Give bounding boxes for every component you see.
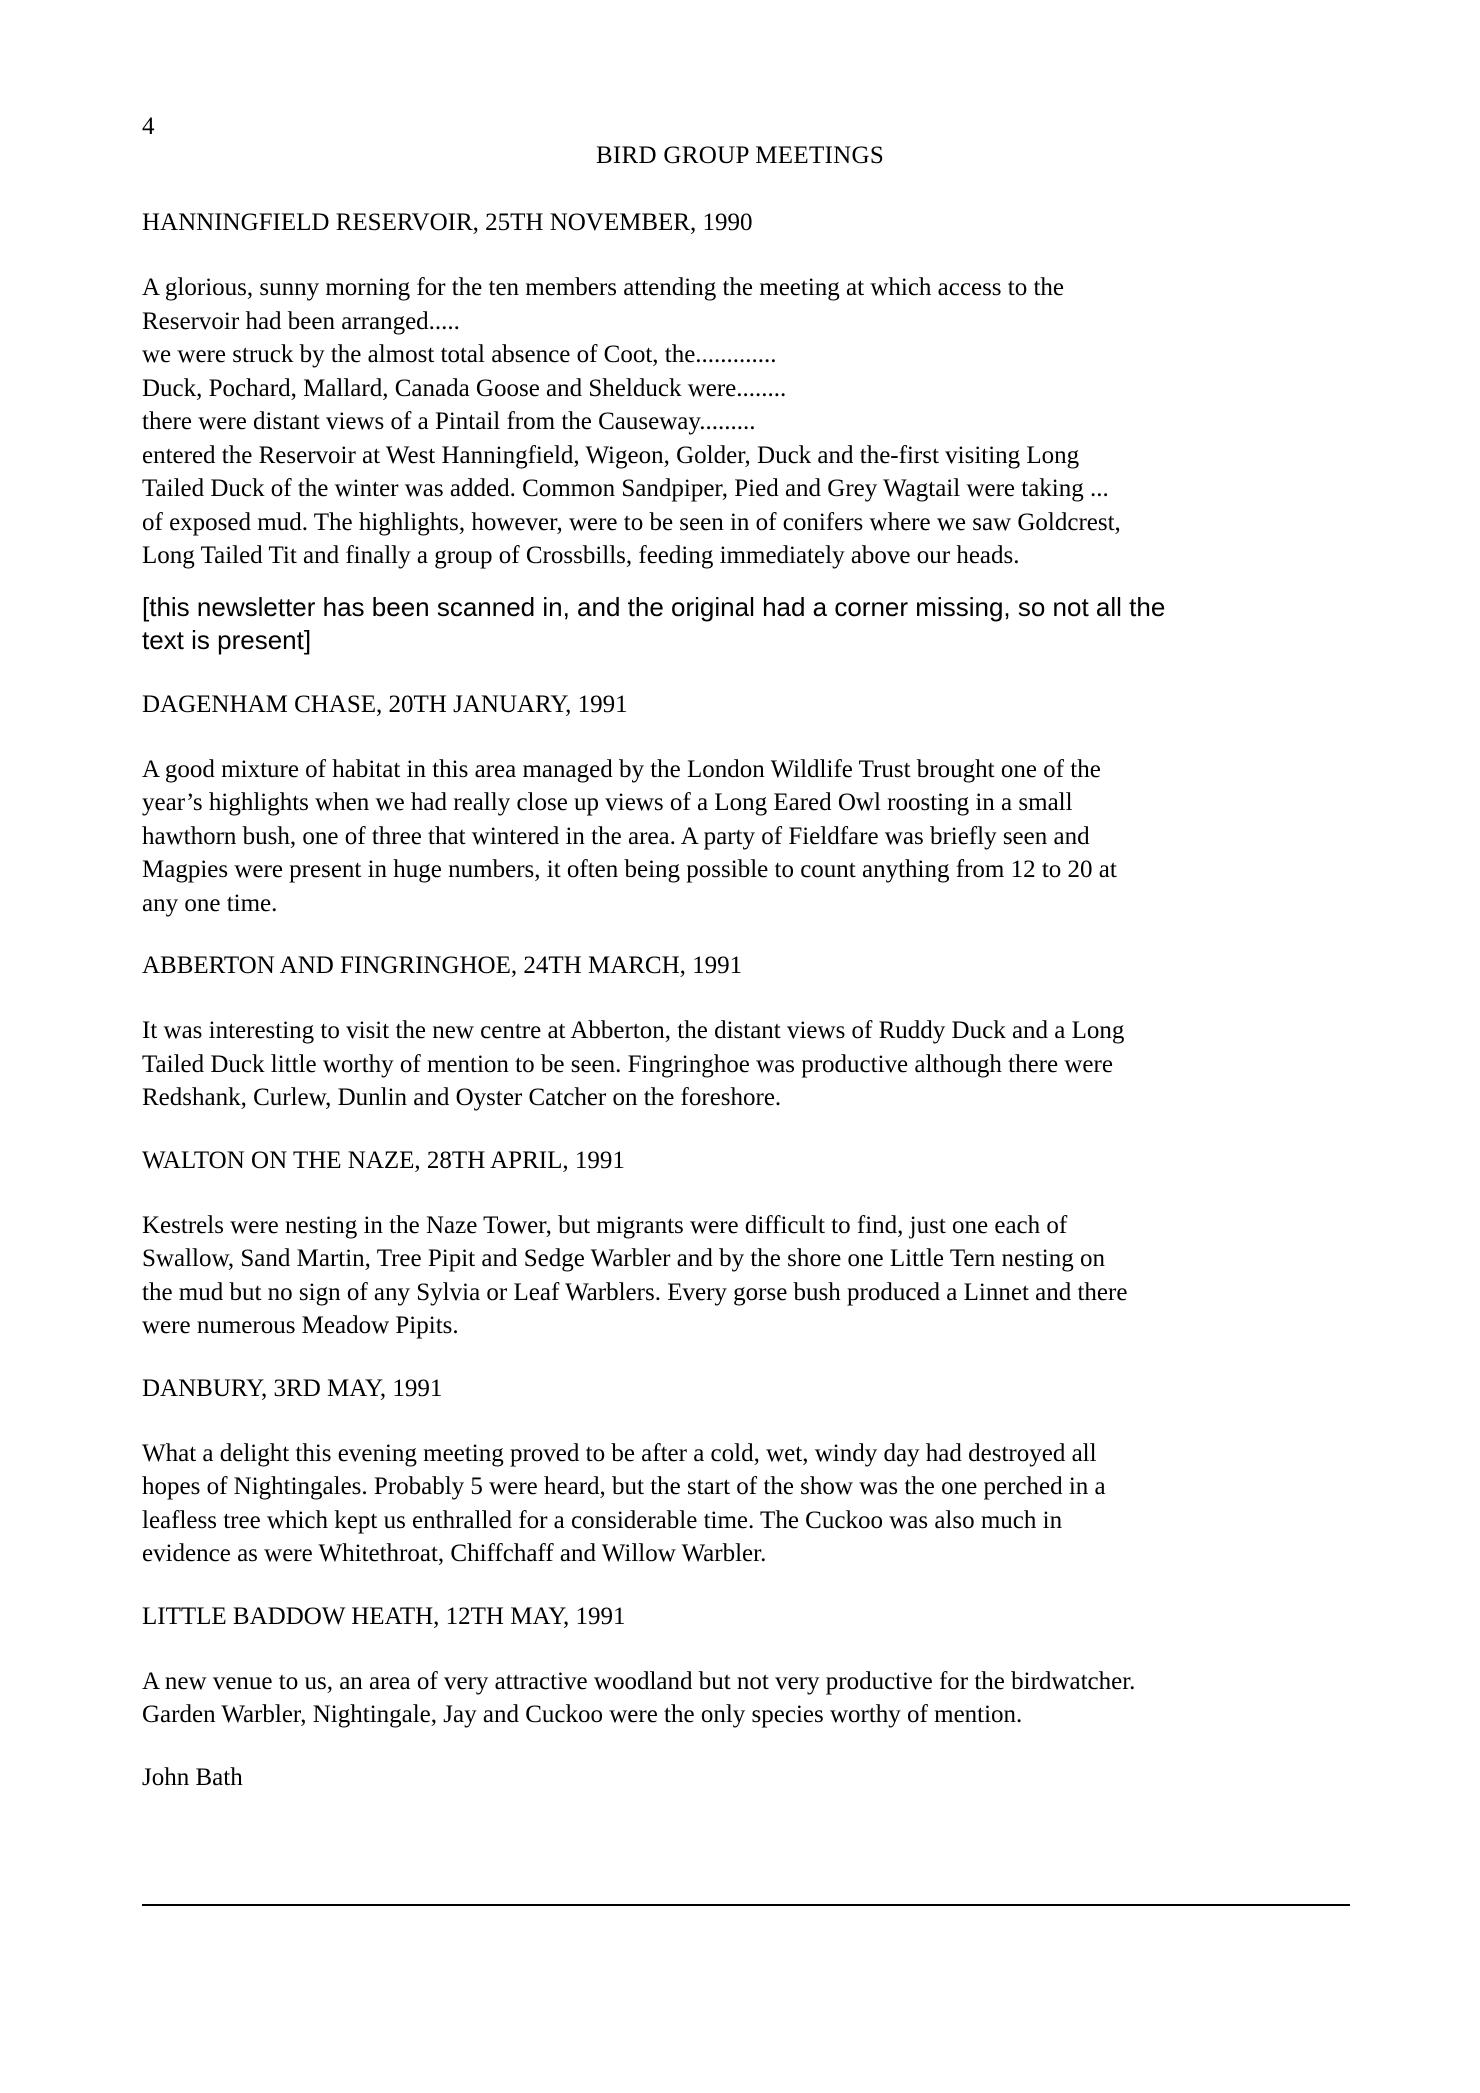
report-line: It was interesting to visit the new centre at Abberton, the distant views of Ruddy Duck and a Long [142, 1017, 1125, 1044]
report-line: Kestrels were nesting in the Naze Tower, but migrants were difficult to find, just one each of [142, 1211, 1068, 1239]
report-line: Tailed Duck of the winter was added. Common Sandpiper, Pied and Grey Wagtail were taking ... [142, 475, 1109, 502]
report-line: Reservoir had been arranged..... [142, 307, 460, 335]
meeting-section [142, 1602, 1352, 1732]
report-line: A good mixture of habitat in this area managed by the London Wildlife Trust brought one of the [142, 755, 1101, 783]
meeting-report [142, 1014, 1352, 1115]
meeting-section [142, 208, 1352, 573]
meeting-heading: WALTON ON THE NAZE, 28TH APRIL, 1991 [142, 1146, 625, 1174]
meeting-section [142, 1146, 1352, 1343]
report-line: of exposed mud. The highlights, however, were to be seen in of conifers where we saw Goldcrest, [142, 508, 1121, 536]
meeting-section [142, 690, 1352, 921]
meeting-heading: HANNINGFIELD RESERVOIR, 25TH NOVEMBER, 1990 [142, 209, 753, 236]
page-title: BIRD GROUP MEETINGS [595, 142, 885, 169]
scan-note-line: text is present] [142, 624, 312, 655]
report-line: there were distant views of a Pintail from the Causeway......... [142, 408, 756, 435]
report-line: the mud but no sign of any Sylvia or Leaf Warblers. Every gorse bush produced a Linnet and there [142, 1278, 1128, 1306]
footer-divider [142, 1904, 1350, 1906]
meeting-report [142, 753, 1352, 921]
report-line: A glorious, sunny morning for the ten members attending the meeting at which access to the [142, 274, 1065, 301]
page-number: 4 [142, 113, 155, 140]
report-line: Tailed Duck little worthy of mention to be seen. Fingringhoe was productive although there were [142, 1050, 1113, 1078]
report-line: were numerous Meadow Pipits. [142, 1312, 459, 1339]
meeting-report [142, 1665, 1352, 1732]
author-signature: John Bath [142, 1763, 243, 1791]
report-line: Magpies were present in huge numbers, it often being possible to count anything from 12 to 20 at [142, 856, 1117, 883]
report-line: entered the Reservoir at West Hanningfield, Wigeon, Golder, Duck and the-first visiting Long [142, 441, 1080, 469]
meeting-heading: DAGENHAM CHASE, 20TH JANUARY, 1991 [142, 690, 628, 718]
scan-note-line: [this newsletter has been scanned in, and the original had a corner missing, so not all the [142, 591, 1166, 622]
scan-note [142, 591, 1352, 657]
report-line: year’s highlights when we had really close up views of a Long Eared Owl roosting in a small [142, 789, 1073, 816]
report-line: Duck, Pochard, Mallard, Canada Goose and Shelduck were........ [142, 374, 787, 402]
meeting-report [142, 1209, 1352, 1343]
meeting-heading: ABBERTON AND FINGRINGHOE, 24TH MARCH, 1991 [142, 952, 743, 979]
report-line: hopes of Nightingales. Probably 5 were heard, but the start of the show was the one perched in a [142, 1473, 1106, 1500]
report-line: we were struck by the almost total absence of Coot, the............. [142, 341, 777, 368]
report-line: hawthorn bush, one of three that wintered in the area. A party of Fieldfare was briefly seen and [142, 822, 1090, 850]
meeting-section [142, 1374, 1352, 1571]
meeting-report [142, 1437, 1352, 1571]
report-line: Redshank, Curlew, Dunlin and Oyster Catcher on the foreshore. [142, 1084, 782, 1111]
report-line: A new venue to us, an area of very attractive woodland but not very productive for the birdwatcher. [142, 1667, 1136, 1695]
meeting-section [142, 951, 1352, 1115]
meetings-content [142, 208, 1352, 1793]
report-line: evidence as were Whitethroat, Chiffchaff and Willow Warbler. [142, 1540, 767, 1567]
meeting-report [142, 271, 1352, 573]
report-line: leafless tree which kept us enthralled for a considerable time. The Cuckoo was also much in [142, 1506, 1063, 1534]
report-line: Garden Warbler, Nightingale, Jay and Cuckoo were the only species worthy of mention. [142, 1701, 1023, 1728]
meeting-heading: DANBURY, 3RD MAY, 1991 [142, 1374, 443, 1402]
report-line: any one time. [142, 889, 278, 917]
report-line: What a delight this evening meeting proved to be after a cold, wet, windy day had destroyed all [142, 1439, 1097, 1467]
report-line: Swallow, Sand Martin, Tree Pipit and Sedge Warbler and by the shore one Little Tern nesting on [142, 1245, 1105, 1272]
meeting-heading: LITTLE BADDOW HEATH, 12TH MAY, 1991 [142, 1602, 626, 1630]
report-line: Long Tailed Tit and finally a group of Crossbills, feeding immediately above our heads. [142, 542, 1020, 569]
